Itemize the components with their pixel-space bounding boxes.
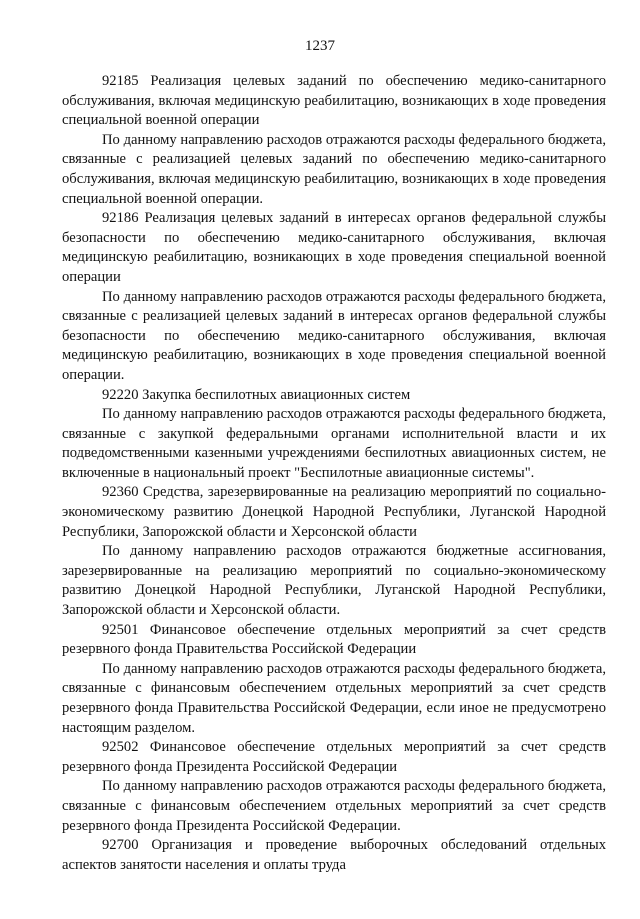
paragraph-92360-description: По данному направлению расходов отражаются бюджетные ассигнования, зарезервированные на реализацию мероприятий по социально-экономическому развитию Донецкой Народной Республики, Луганской Народной Республики, Запорожской области и Херсонской области. <box>62 543 606 619</box>
paragraph-92185-heading: 92185 Реализация целевых заданий по обеспечению медико-санитарного обслуживания, включая медицинскую реабилитацию, возникающих в ходе проведения специальной военной операции <box>62 73 606 129</box>
paragraph-92220-heading: 92220 Закупка беспилотных авиационных систем <box>102 386 411 403</box>
paragraph-92501-description: По данному направлению расходов отражаются расходы федерального бюджета, связанные с финансовым обеспечением отдельных мероприятий за счет средств резервного фонда Правительства Российской Федерации, если иное не предусмотрено настоящим разделом. <box>62 660 606 736</box>
paragraph-92502-heading: 92502 Финансовое обеспечение отдельных мероприятий за счет средств резервного фонда Президента Российской Федерации <box>62 739 606 775</box>
paragraph-92186-description: По данному направлению расходов отражаются расходы федерального бюджета, связанные с реализацией целевых заданий в интересах органов федеральной службы безопасности по обеспечению медико-санитарного обслуживания, включая медицинскую реабилитацию, возникающих в ходе проведения специальной военной операции. <box>62 288 606 383</box>
page-number: 1237 <box>305 38 335 54</box>
paragraph-92501-heading: 92501 Финансовое обеспечение отдельных мероприятий за счет средств резервного фонда Правительства Российской Федерации <box>62 621 606 658</box>
paragraph-92185-description: По данному направлению расходов отражаются расходы федерального бюджета, связанные с реализацией целевых заданий по обеспечению медико-санитарного обслуживания, включая медицинскую реабилитацию, возникающих в ходе проведения специальной военной операции. <box>62 131 606 207</box>
paragraph-92360-heading: 92360 Средства, зарезервированные на реализацию мероприятий по социально-экономическому развитию Донецкой Народной Республики, Луганской Народной Республики, Запорожской области и Херсонской области <box>62 484 606 540</box>
paragraph-92700-heading: 92700 Организация и проведение выборочных обследований отдельных аспектов занятости населения и оплаты труда <box>62 837 606 873</box>
document-body <box>62 72 606 875</box>
paragraph-92502-description: По данному направлению расходов отражаются расходы федерального бюджета, связанные с финансовым обеспечением отдельных мероприятий за счет средств резервного фонда Президента Российской Федерации. <box>62 778 606 834</box>
paragraph-92220-description: По данному направлению расходов отражаются расходы федерального бюджета, связанные с закупкой федеральными органами исполнительной власти и их подведомственными казенными учреждениями беспилотных авиационных систем, не включенные в национальный проект "Беспилотные авиационные системы". <box>62 406 606 481</box>
paragraph-92186-heading: 92186 Реализация целевых заданий в интересах органов федеральной службы безопасности по обеспечению медико-санитарного обслуживания, включая медицинскую реабилитацию, возникающих в ходе проведения специальной военной операции <box>62 210 606 285</box>
